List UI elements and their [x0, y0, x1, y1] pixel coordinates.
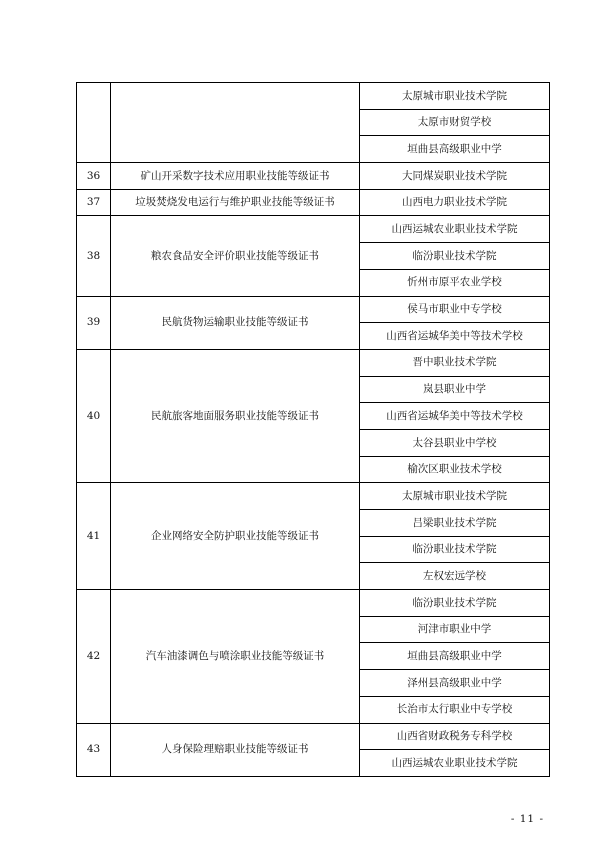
school-name-cell: 侯马市职业中专学校: [360, 296, 550, 323]
table-row: [77, 349, 550, 376]
certificate-name-cell: 粮农食品安全评价职业技能等级证书: [111, 216, 360, 296]
school-name-cell: 太谷县职业中学校: [360, 429, 550, 456]
serial-number-cell: 41: [77, 483, 111, 590]
certificate-name-cell: 民航旅客地面服务职业技能等级证书: [111, 349, 360, 482]
serial-number-cell: 40: [77, 349, 111, 482]
school-name-cell: 山西省运城华美中等技术学校: [360, 403, 550, 430]
school-name-cell: 山西运城农业职业技术学院: [360, 750, 550, 777]
school-name-cell: 垣曲县高级职业中学: [360, 643, 550, 670]
serial-number-cell: 43: [77, 723, 111, 776]
school-name-cell: 岚县职业中学: [360, 376, 550, 403]
table-row: [77, 189, 550, 216]
school-name-cell: 晋中职业技术学院: [360, 349, 550, 376]
school-name-cell: 泽州县高级职业中学: [360, 670, 550, 697]
school-name-cell: 忻州市原平农业学校: [360, 269, 550, 296]
table-row: [77, 216, 550, 243]
school-name-cell: 太原市财贸学校: [360, 109, 550, 136]
school-name-cell: 太原城市职业技术学院: [360, 83, 550, 110]
certificate-table: [76, 82, 550, 777]
serial-number-cell: 39: [77, 296, 111, 349]
certificate-name-cell: 企业网络安全防护职业技能等级证书: [111, 483, 360, 590]
serial-number-cell: 38: [77, 216, 111, 296]
table-row: [77, 723, 550, 750]
serial-number-cell: 42: [77, 590, 111, 723]
certificate-name-cell: 民航货物运输职业技能等级证书: [111, 296, 360, 349]
school-name-cell: 临汾职业技术学院: [360, 590, 550, 617]
serial-number-cell: 36: [77, 163, 111, 190]
school-name-cell: 临汾职业技术学院: [360, 536, 550, 563]
school-name-cell: 河津市职业中学: [360, 616, 550, 643]
table-row: [77, 296, 550, 323]
certificate-name-cell: 垃圾焚烧发电运行与维护职业技能等级证书: [111, 189, 360, 216]
school-name-cell: 山西电力职业技术学院: [360, 189, 550, 216]
school-name-cell: 榆次区职业技术学校: [360, 456, 550, 483]
school-name-cell: 垣曲县高级职业中学: [360, 136, 550, 163]
school-name-cell: 临汾职业技术学院: [360, 243, 550, 270]
school-name-cell: 吕梁职业技术学院: [360, 510, 550, 537]
table-row: [77, 590, 550, 617]
table-row: [77, 483, 550, 510]
page-number: - 11 -: [510, 813, 544, 825]
certificate-table-body: [77, 83, 550, 777]
school-name-cell: 长治市太行职业中专学校: [360, 696, 550, 723]
table-row: [77, 83, 550, 110]
serial-number-cell: [77, 83, 111, 163]
certificate-name-cell: 汽车油漆调色与喷涂职业技能等级证书: [111, 590, 360, 723]
school-name-cell: 左权宏远学校: [360, 563, 550, 590]
school-name-cell: 大同煤炭职业技术学院: [360, 163, 550, 190]
school-name-cell: 山西运城农业职业技术学院: [360, 216, 550, 243]
school-name-cell: 山西省运城华美中等技术学校: [360, 323, 550, 350]
school-name-cell: 山西省财政税务专科学校: [360, 723, 550, 750]
certificate-name-cell: 人身保险理赔职业技能等级证书: [111, 723, 360, 776]
serial-number-cell: 37: [77, 189, 111, 216]
school-name-cell: 太原城市职业技术学院: [360, 483, 550, 510]
certificate-name-cell: [111, 83, 360, 163]
certificate-name-cell: 矿山开采数字技术应用职业技能等级证书: [111, 163, 360, 190]
table-row: [77, 163, 550, 190]
